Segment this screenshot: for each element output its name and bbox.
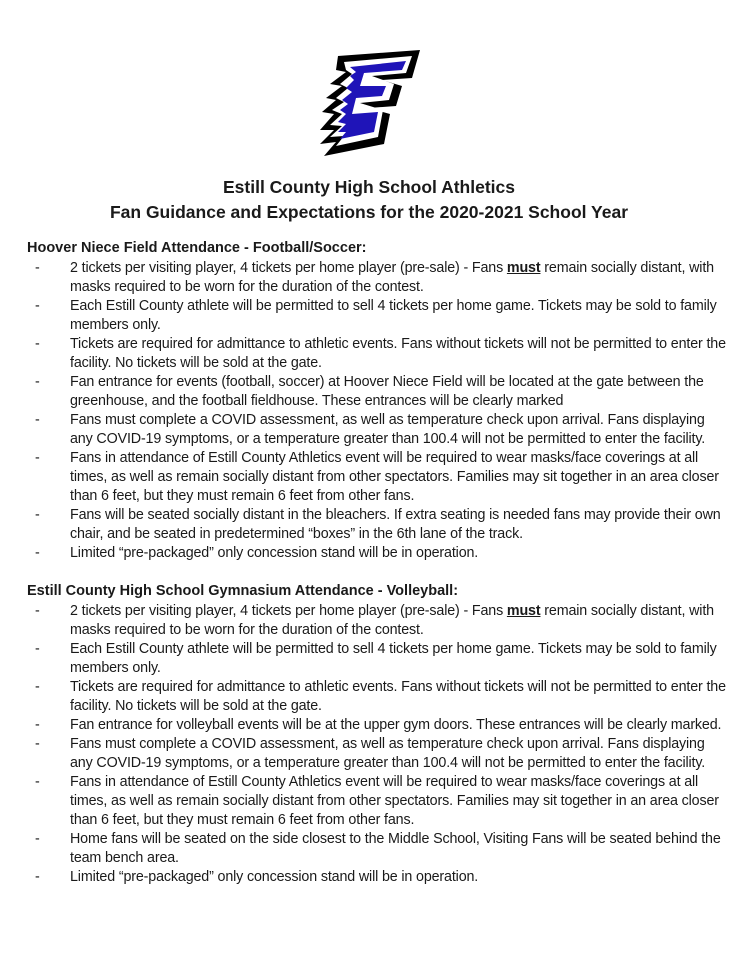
list-item: - Fans will be seated socially distant in the bleachers. If extra seating is needed fans may provide their own chair, and be seated in predetermined “boxes” in the 6th lane of the track. — [35, 507, 721, 542]
dash-bullet-icon: - — [35, 298, 40, 314]
estill-e-logo-icon — [316, 48, 424, 160]
list-item: - Fan entrance for volleyball events will be at the upper gym doors. These entrances will be clearly marked. — [35, 717, 722, 733]
list-item: - Home fans will be seated on the side closest to the Middle School, Visiting Fans will be seated behind the team bench area. — [35, 831, 721, 866]
dash-bullet-icon: - — [35, 774, 40, 790]
dash-bullet-icon: - — [35, 603, 40, 619]
dash-bullet-icon: - — [35, 736, 40, 752]
document-title: Estill County High School Athletics — [222, 177, 515, 197]
list-item: - 2 tickets per visiting player, 4 tickets per home player (pre-sale) - Fans must remain socially distant, with masks required to be worn for the duration of the contest. — [35, 260, 714, 295]
dash-bullet-icon: - — [35, 260, 40, 276]
list-item: - Each Estill County athlete will be permitted to sell 4 tickets per home game. Tickets may be sold to family members only. — [35, 641, 717, 676]
dash-bullet-icon: - — [35, 831, 40, 847]
list-item: - Limited “pre-packaged” only concession stand will be in operation. — [35, 869, 479, 885]
section-heading: Estill County High School Gymnasium Attendance - Volleyball: — [27, 583, 459, 599]
dash-bullet-icon: - — [35, 412, 40, 428]
list-item: - Limited “pre-packaged” only concession stand will be in operation. — [35, 545, 479, 561]
section-football-soccer — [27, 239, 727, 563]
list-item: - Fans in attendance of Estill County Athletics event will be required to wear masks/face coverings at all times, as well as remain socially distant from other spectators. Families may sit together in an area closer than 6 feet, but they must remain 6 feet from other fans. — [35, 450, 719, 504]
list-item: - Fans in attendance of Estill County Athletics event will be required to wear masks/face coverings at all times, as well as remain socially distant from other spectators. Families may sit together in an area closer than 6 feet, but they must remain 6 feet from other fans. — [35, 774, 719, 828]
document-subtitle: Fan Guidance and Expectations for the 2020-2021 School Year — [109, 202, 629, 222]
dash-bullet-icon: - — [35, 679, 40, 695]
list-item: - 2 tickets per visiting player, 4 tickets per home player (pre-sale) - Fans must remain socially distant, with masks required to be worn for the duration of the contest. — [35, 603, 714, 638]
list-item: - Fans must complete a COVID assessment, as well as temperature check upon arrival. Fans displaying any COVID-19 symptoms, or a temperature greater than 100.4 will not be permitted to enter the facility. — [35, 412, 706, 447]
list-item: - Each Estill County athlete will be permitted to sell 4 tickets per home game. Tickets may be sold to family members only. — [35, 298, 717, 333]
dash-bullet-icon: - — [35, 507, 40, 523]
dash-bullet-icon: - — [35, 717, 40, 733]
dash-bullet-icon: - — [35, 545, 40, 561]
emphasis-must: must — [506, 260, 541, 276]
dash-bullet-icon: - — [35, 374, 40, 390]
dash-bullet-icon: - — [35, 869, 40, 885]
list-item: - Fans must complete a COVID assessment, as well as temperature check upon arrival. Fans displaying any COVID-19 symptoms, or a temperature greater than 100.4 will not be permitted to enter the facility. — [35, 736, 706, 771]
section-volleyball — [27, 582, 727, 887]
document-header — [0, 176, 738, 226]
dash-bullet-icon: - — [35, 336, 40, 352]
dash-bullet-icon: - — [35, 641, 40, 657]
bullet-list — [27, 259, 727, 563]
list-item: - Fan entrance for events (football, soccer) at Hoover Niece Field will be located at the gate between the greenhouse, and the football fieldhouse. These entrances will be clearly marked — [35, 374, 704, 409]
dash-bullet-icon: - — [35, 450, 40, 466]
emphasis-must: must — [506, 603, 541, 619]
bullet-list — [27, 602, 727, 887]
section-heading: Hoover Niece Field Attendance - Football/Soccer: — [27, 240, 367, 256]
list-item: - Tickets are required for admittance to athletic events. Fans without tickets will not be permitted to enter the facility. No tickets will be sold at the gate. — [35, 679, 726, 714]
list-item: - Tickets are required for admittance to athletic events. Fans without tickets will not be permitted to enter the facility. No tickets will be sold at the gate. — [35, 336, 726, 371]
